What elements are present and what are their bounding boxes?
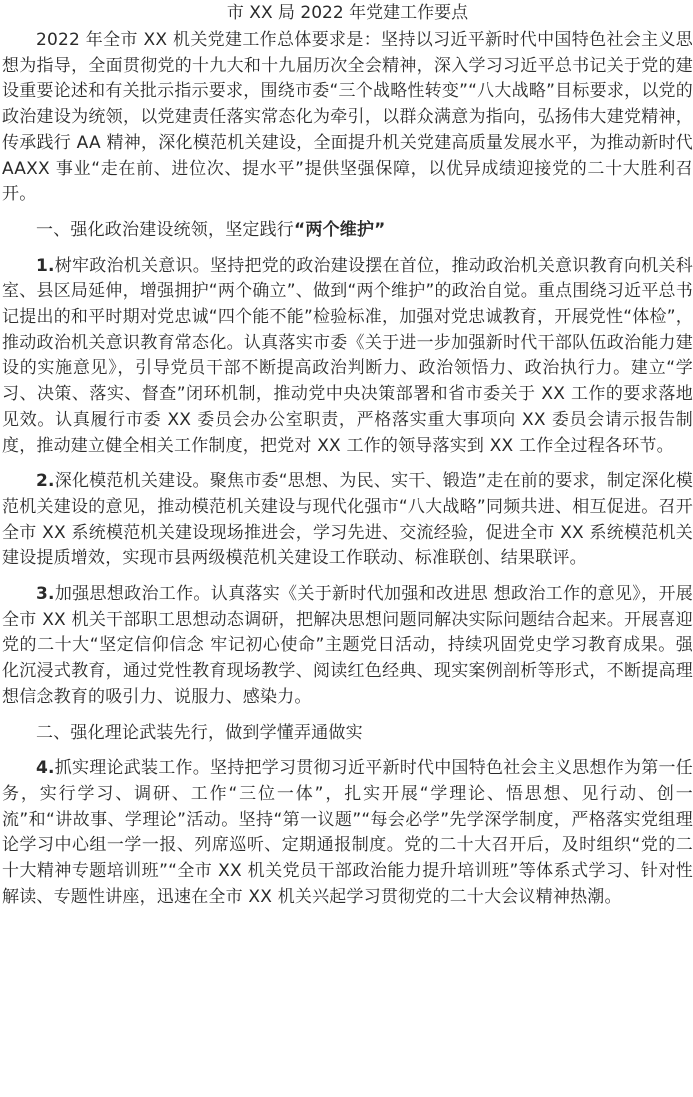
intro-paragraph: 2022 年全市 XX 机关党建工作总体要求是：坚持以习近平新时代中国特色社会主义思想为指导，全面贯彻党的十九大和十九届历次全会精神，深入学习习近平总书记关于党的建设重要论述和有关批示指示要求，围绕市委“三个战略性转变”“八大战略”目标要求，以党的政治建设为统领，以党建责任落实常态化为牵引，以群众满意为指向，弘扬伟大建党精神，传承践行 AA 精神，深化模范机关建设，全面提升机关党建高质量发展水平，为推动新时代 AAXX 事业“走在前、进位次、提水平”提供坚强保障，以优异成绩迎接党的二十大胜利召开。	[2, 30, 693, 205]
section-heading-1-quote: “两个维护”	[294, 219, 386, 240]
item-paragraph-1	[2, 254, 693, 460]
item-paragraph-2	[2, 469, 693, 572]
section-heading-2	[2, 721, 693, 747]
section-heading-1-text: 一、强化政治建设统领，坚定践行	[36, 219, 294, 240]
item-number-4: 4.	[36, 758, 55, 779]
item-paragraph-3	[2, 582, 693, 711]
item-number-1: 1.	[36, 255, 55, 276]
item-text-1: 树牢政治机关意识。坚持把党的政治建设摆在首位，推动政治机关意识教育向机关科室、县区局延伸，增强拥护“两个确立”、做到“两个维护”的政治自觉。重点围绕习近平总书记提出的和平时期对党忠诚“四个能不能”检验标准，加强对党忠诚教育，开展党性“体检”，推动政治机关意识教育常态化。认真落实市委《关于进一步加强新时代干部队伍政治能力建设的实施意见》，引导党员干部不断提高政治判断力、政治领悟力、政治执行力。建立“学习、决策、落实、督查”闭环机制，推动党中央决策部署和省市委关于 XX 工作的要求落地见效。认真履行市委 XX 委员会办公室职责，严格落实重大事项向 XX 委员会请示报告制度，推动建立健全相关工作制度，把党对 XX 工作的领导落实到 XX 工作全过程各环节。	[2, 255, 693, 456]
spacer	[2, 459, 693, 469]
item-paragraph-4	[2, 756, 693, 910]
spacer	[2, 572, 693, 582]
spacer	[2, 244, 693, 254]
item-number-3: 3.	[36, 584, 55, 605]
item-number-2: 2.	[36, 471, 55, 492]
item-text-4: 抓实理论武装工作。坚持把学习贯彻习近平新时代中国特色社会主义思想作为第一任务，实行学习、调研、工作“三位一体”，扎实开展“学理论、悟思想、见行动、创一流”和“讲故事、学理论”活动。坚持“第一议题”“每会必学”先学深学制度，严格落实党组理论学习中心组一学一报、列席巡听、定期通报制度。党的二十大召开后，及时组织“党的二十大精神专题培训班”“全市 XX 机关党员干部政治能力提升培训班”等体系式学习、针对性解读、专题性讲座，迅速在全市 XX 机关兴起学习贯彻党的二十大会议精神热潮。	[2, 758, 693, 907]
item-text-2: 深化模范机关建设。聚焦市委“思想、为民、实干、锻造”走在前的要求，制定深化模范机关建设的意见，推动模范机关建设与现代化强市“八大战略”同频共进、相互促进。召开全市 XX 系统模范机关建设现场推进会，学习先进、交流经验，促进全市 XX 系统模范机关建设提质增效，实现市县两级模范机关建设工作联动、标准联创、结果联评。	[2, 471, 693, 569]
item-text-3: 加强思想政治工作。认真落实《关于新时代加强和改进思 想政治工作的意见》，开展全市 XX 机关干部职工思想动态调研，把解决思想问题同解决实际问题结合起来。开展喜迎党的二十大“坚定信仰信念 牢记初心使命”主题党日活动，持续巩固党史学习教育成果。强化沉浸式教育，通过党性教育现场教学、阅读红色经典、现实案例剖析等形式，不断提高理想信念教育的吸引力、说服力、感染力。	[2, 584, 693, 707]
section-heading-1	[2, 218, 693, 244]
spacer	[2, 208, 693, 218]
section-heading-2-text: 二、强化理论武装先行，做到学懂弄通做实	[36, 722, 363, 743]
document-title: 市 XX 局 2022 年党建工作要点	[226, 3, 469, 23]
spacer	[2, 746, 693, 756]
spacer	[2, 711, 693, 721]
